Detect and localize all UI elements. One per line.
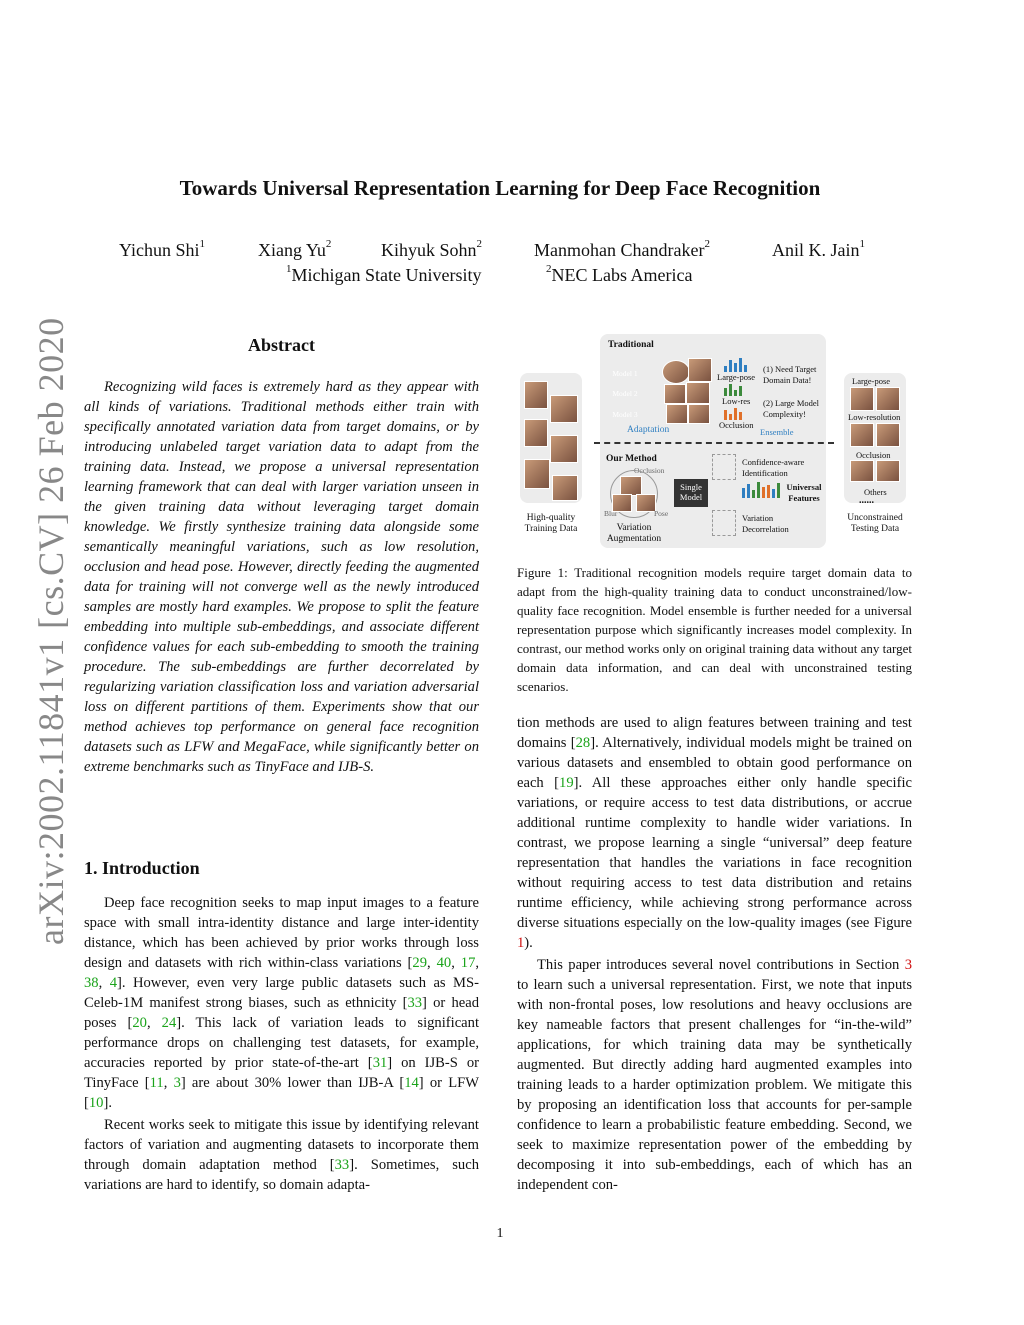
figure-caption: Figure 1: Traditional recognition models require target domain data to adapt from the high-quality training data to conduct unconstrained/low-quality face recognition. Model ensemble is further needed for a universal representation purpose which significantly increases model complexity. In contrast, our method works only on original training data without any target domain data information, and can deal with unconstrained testing scenarios. — [517, 565, 912, 694]
citation-link[interactable]: 33 — [407, 995, 423, 1011]
citation-link[interactable]: 14 — [404, 1075, 419, 1091]
citation-link[interactable]: 40 — [436, 955, 452, 971]
face-image — [688, 358, 712, 382]
test-occlusion-label: Occlusion — [856, 450, 891, 460]
citation-link[interactable]: 28 — [575, 735, 591, 751]
face-image — [664, 384, 686, 404]
low-res-label: Low-res — [722, 396, 751, 406]
author: Kihyuk Sohn$^2$ — [381, 238, 483, 260]
large-pose-label: Large-pose — [717, 372, 756, 382]
citation-link[interactable]: 19 — [559, 775, 574, 791]
affiliation: $^1$Michigan State University — [286, 263, 482, 285]
adaptation-label: Adaptation — [627, 425, 670, 435]
face-image — [666, 404, 688, 424]
author: Yichun Shi$^1$ — [119, 238, 206, 260]
citation-link[interactable]: 24 — [161, 1015, 177, 1031]
decorrelation-icon — [712, 510, 736, 536]
citation-link[interactable]: 20 — [132, 1015, 147, 1031]
face-image — [850, 423, 874, 447]
pose-label: Pose — [654, 509, 669, 518]
face-image — [620, 476, 642, 496]
face-image — [688, 404, 710, 424]
confidence-label: Confidence-aware Identification — [742, 457, 805, 478]
face-image — [524, 419, 548, 447]
face-image — [524, 381, 548, 409]
divider — [594, 442, 834, 444]
intro-text: Deep face recognition seeks to map input images to a feature space with small intra-identity distance and large inter-identity distance, which has been achieved by prior works through loss design and datasets with rich within-class variations [29, 40, 17, 38, 4]. However, even very large public datasets such as MS-Celeb-1M manifest strong biases, such as ethnicity [33] or head poses [20, 24]. This lack of variation leads to significant performance drops on challenging test datasets, for example, accuracies reported by prior state-of-the-art [31] on IJB-S or TinyFace [11, 3] are about 30% lower than IJB-A [14] or LFW [10]. Recent works seek to mitigate this issue by identifying relevant factors of variation and augmenting datasets to incorporate them through domain adaptation method [33]. Sometimes, such variations are hard to identify, so domain adapta- — [84, 895, 480, 1193]
dots: ...... — [859, 495, 874, 506]
figure-link[interactable]: 1 — [517, 935, 525, 951]
model-1-box: Model 1 — [612, 369, 638, 378]
bar-icon — [724, 408, 742, 420]
author: Manmohan Chandraker$^2$ — [534, 238, 710, 260]
universal-features-bars — [742, 482, 780, 498]
paper-title: Towards Universal Representation Learning for Deep Face Recognition — [179, 176, 821, 200]
face-image — [524, 459, 550, 489]
test-others-label: Others — [864, 487, 887, 497]
bar-icon — [724, 358, 747, 372]
citation-link[interactable]: 17 — [460, 955, 476, 971]
decorrelation-label: Variation Decorrelation — [742, 513, 789, 534]
section-heading: 1. Introduction — [84, 858, 200, 878]
training-data-panel — [520, 373, 582, 503]
citation-link[interactable]: 33 — [334, 1157, 350, 1173]
citation-link[interactable]: 4 — [109, 975, 117, 991]
model-3-box: Model 3 — [612, 410, 638, 419]
face-image — [636, 494, 656, 512]
our-method-label: Our Method — [606, 454, 657, 464]
universal-features-label: Universal Features — [786, 482, 822, 503]
blur-label: Blur — [604, 509, 618, 518]
citation-link[interactable]: 29 — [412, 955, 428, 971]
face-image — [686, 382, 710, 404]
single-model-box: Single Model — [674, 479, 708, 507]
citation-link[interactable]: 10 — [88, 1095, 104, 1111]
face-image — [550, 435, 578, 463]
face-image — [876, 460, 900, 482]
figure-1 — [514, 330, 912, 550]
occlusion-label: Occlusion — [719, 420, 754, 430]
citation-link[interactable]: 3 — [173, 1075, 181, 1091]
face-image — [876, 423, 900, 447]
variation-aug-label: Variation Augmentation — [606, 523, 662, 544]
page-number: 1 — [496, 1226, 504, 1241]
test-low-res-label: Low-resolution — [848, 412, 901, 422]
bar-icon — [724, 384, 742, 396]
citation-link[interactable]: 31 — [372, 1055, 388, 1071]
abstract-heading: Abstract — [248, 335, 315, 355]
face-image — [662, 360, 690, 384]
right-column-text: tion methods are used to align features between training and test domains [28]. Alternatively, individual models might be trained on various datasets and ensembled to obtain good performance on each [19]. All these approaches either only handle specific variations, or require access to test data distributions, or accrue additional runtime complexity to handle wider variations. In contrast, we propose learning a single “universal” deep feature representation that handles the variations in face recognition without requiring access to test data distribution and retains runtime efficiency, while achieving strong performance across diverse situations especially on the low-quality images (see Figure 1). This paper introduces several novel contributions in Section 3 to learn such a universal representation. First, we note that inputs with non-frontal poses, low resolutions and heavy occlusions are key nameable factors that present challenges for “in-the-wild” applications, for which training data may be synthetically augmented. But directly adding hard augmented examples into training leads to a harder optimization problem. We mitigate this by proposing an identification loss that accounts for per-sample confidence to learn a probabilistic feature embedding. Second, we seek to maximize representation power of the embedding by decomposing it into sub-embeddings, each of which has an independent con- — [517, 715, 912, 1193]
hq-data-label: High-quality Training Data — [524, 513, 578, 534]
section-link[interactable]: 3 — [904, 957, 912, 973]
face-image — [552, 475, 578, 501]
face-image — [876, 387, 900, 411]
citation-link[interactable]: 38 — [84, 975, 99, 991]
model-complexity-note: (2) Large Model Complexity! — [763, 398, 820, 419]
citation-link[interactable]: 11 — [149, 1075, 164, 1091]
traditional-label: Traditional — [608, 340, 654, 350]
face-image — [850, 387, 874, 411]
affiliation: $^2$NEC Labs America — [546, 263, 693, 285]
ensemble-label: Ensemble — [760, 427, 794, 437]
arxiv-watermark: arXiv:2002.11841v1 [cs.CV] 26 Feb 2020 — [31, 317, 71, 945]
model-2-box: Model 2 — [612, 389, 638, 398]
test-large-pose-label: Large-pose — [852, 376, 891, 386]
author: Anil K. Jain$^1$ — [772, 238, 865, 260]
scatter-icon — [712, 454, 736, 480]
face-image — [850, 460, 874, 482]
occlusion-aug-label: Occlusion — [634, 466, 665, 475]
need-target-note: (1) Need Target Domain Data! — [763, 364, 817, 385]
author: Xiang Yu$^2$ — [258, 238, 332, 260]
face-image — [550, 395, 578, 423]
abstract-text: Recognizing wild faces is extremely hard as they appear with all kinds of variations. Traditional methods either train with specifically annotated variation data from target domains, or by introducing unlabeled target variation data to adapt from the training data. Instead, we propose a universal representation learning framework that can deal with larger variation unseen in the given training data without leveraging target domain knowledge. We firstly synthesize training data alongside some semantically meaningful variations, such as low resolution, occlusion and head pose. However, directly feeding the augmented data for training will not converge well as the newly introduced samples are mostly hard examples. We propose to split the feature embedding into multiple sub-embeddings, and associate different confidence values for each sub-embedding to smooth the training procedure. The sub-embeddings are further decorrelated by regularizing variation classification loss and variation adversarial loss on different partitions of them. Experiments show that our method achieves top performance on general face recognition datasets such as LFW and MegaFace, while significantly better on extreme benchmarks such as TinyFace and IJB-S. — [84, 379, 479, 775]
unconstrained-label: Unconstrained Testing Data — [847, 513, 903, 534]
